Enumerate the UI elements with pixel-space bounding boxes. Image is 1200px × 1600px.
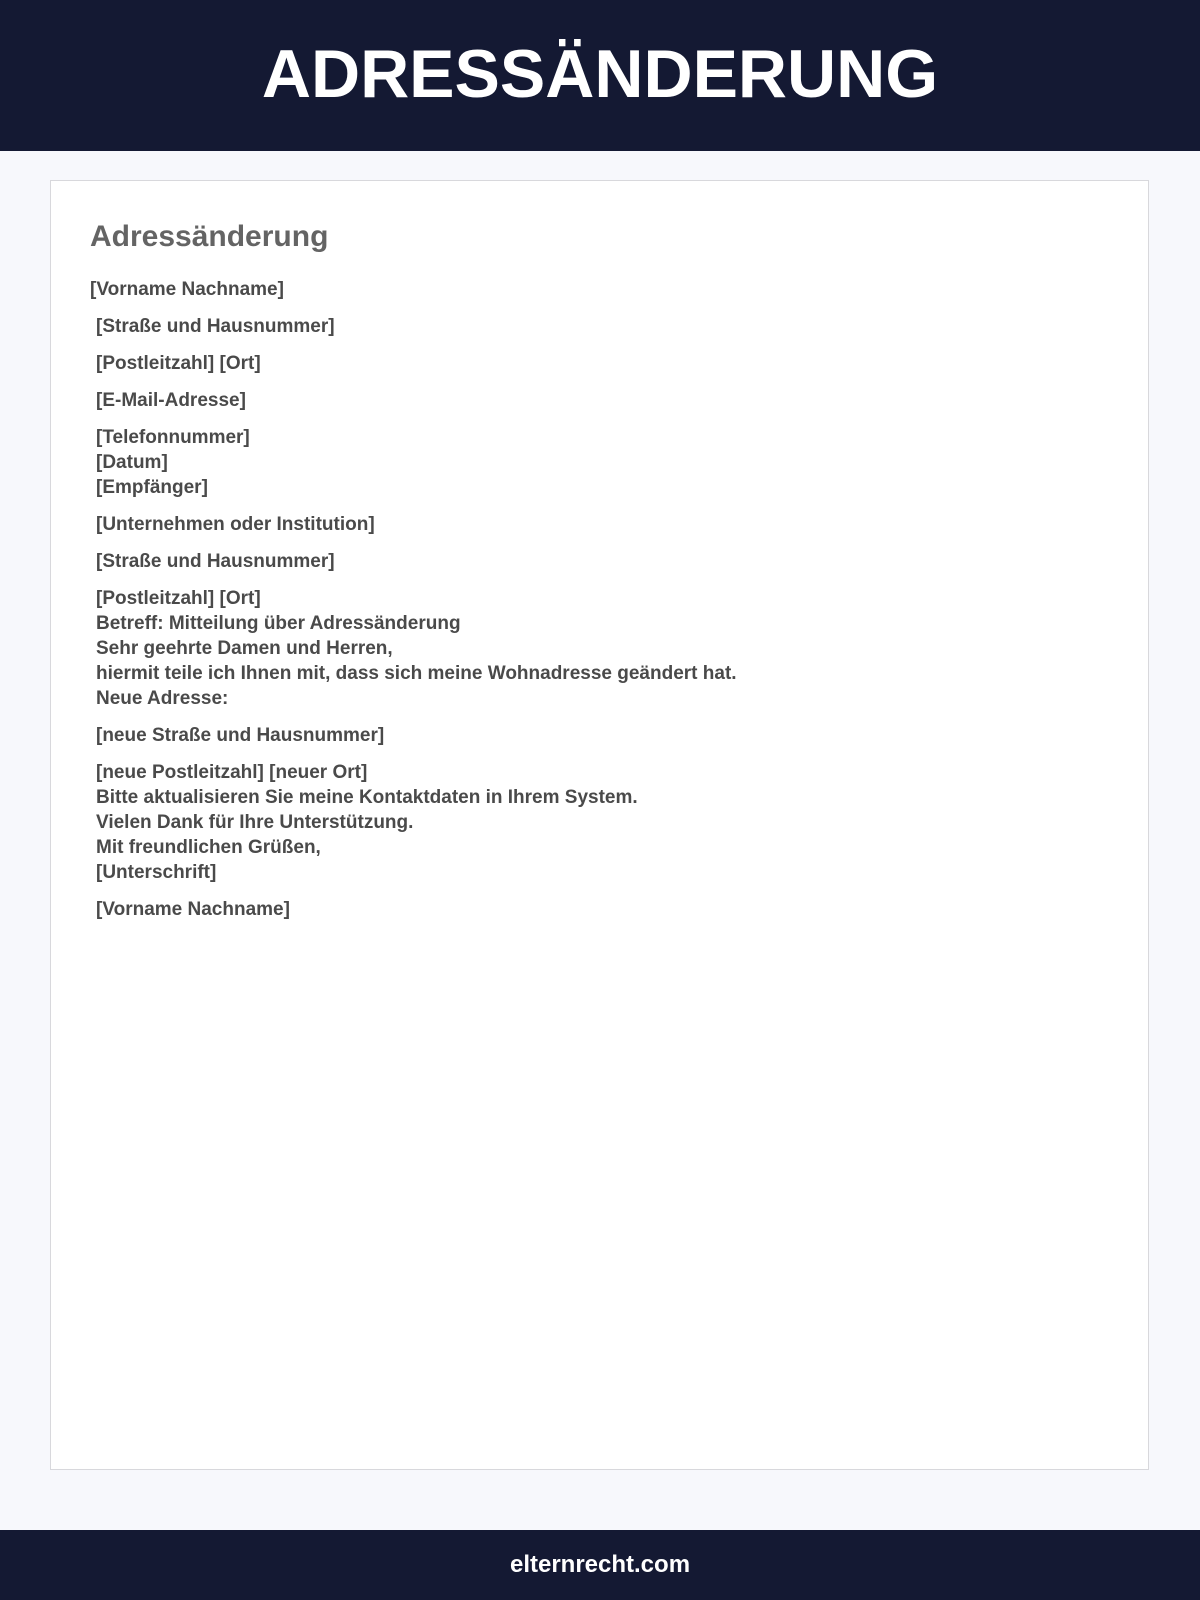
letter-line: Bitte aktualisieren Sie meine Kontaktdaten in Ihrem System. [96,787,638,808]
letter-paragraph [90,897,1090,922]
letter-line: [Unterschrift] [96,862,217,883]
letter-line: [Straße und Hausnummer] [96,316,335,337]
letter-line: [Telefonnummer] [96,427,250,448]
letter-paragraph [90,314,1090,339]
letter-line: Vielen Dank für Ihre Unterstützung. [96,812,414,833]
page-header [0,0,1200,151]
letter-line: Neue Adresse: [96,688,229,709]
letter-paragraph [90,586,1090,711]
letter-line: [Datum] [96,452,168,473]
document-title: Adressänderung [90,220,329,253]
letter-line: hiermit teile ich Ihnen mit, dass sich meine Wohnadresse geändert hat. [96,663,737,684]
letter-paragraph [90,277,1090,302]
letter-line: Betreff: Mitteilung über Adressänderung [96,613,461,634]
letter-body [90,277,1090,934]
letter-line: [Empfänger] [96,477,208,498]
letter-line: [Straße und Hausnummer] [96,551,335,572]
letter-paragraph [90,512,1090,537]
letter-line: [Vorname Nachname] [96,899,290,920]
letter-paragraph [90,425,1090,500]
letter-line: Sehr geehrte Damen und Herren, [96,638,393,659]
letter-paragraph [90,760,1090,885]
header-title: ADRESSÄNDERUNG [261,35,939,112]
letter-line: [neue Postleitzahl] [neuer Ort] [96,762,368,783]
page-footer [0,1530,1200,1600]
letter-line: [Vorname Nachname] [90,279,284,300]
letter-line: [neue Straße und Hausnummer] [96,725,385,746]
letter-paragraph [90,723,1090,748]
document-card [50,180,1149,1470]
letter-paragraph [90,351,1090,376]
letter-line: [Postleitzahl] [Ort] [96,588,261,609]
footer-site: elternrecht.com [509,1551,691,1578]
letter-line: [Postleitzahl] [Ort] [96,353,261,374]
letter-line: [E-Mail-Adresse] [96,390,246,411]
letter-paragraph [90,388,1090,413]
letter-line: Mit freundlichen Grüßen, [96,837,321,858]
letter-line: [Unternehmen oder Institution] [96,514,375,535]
letter-paragraph [90,549,1090,574]
